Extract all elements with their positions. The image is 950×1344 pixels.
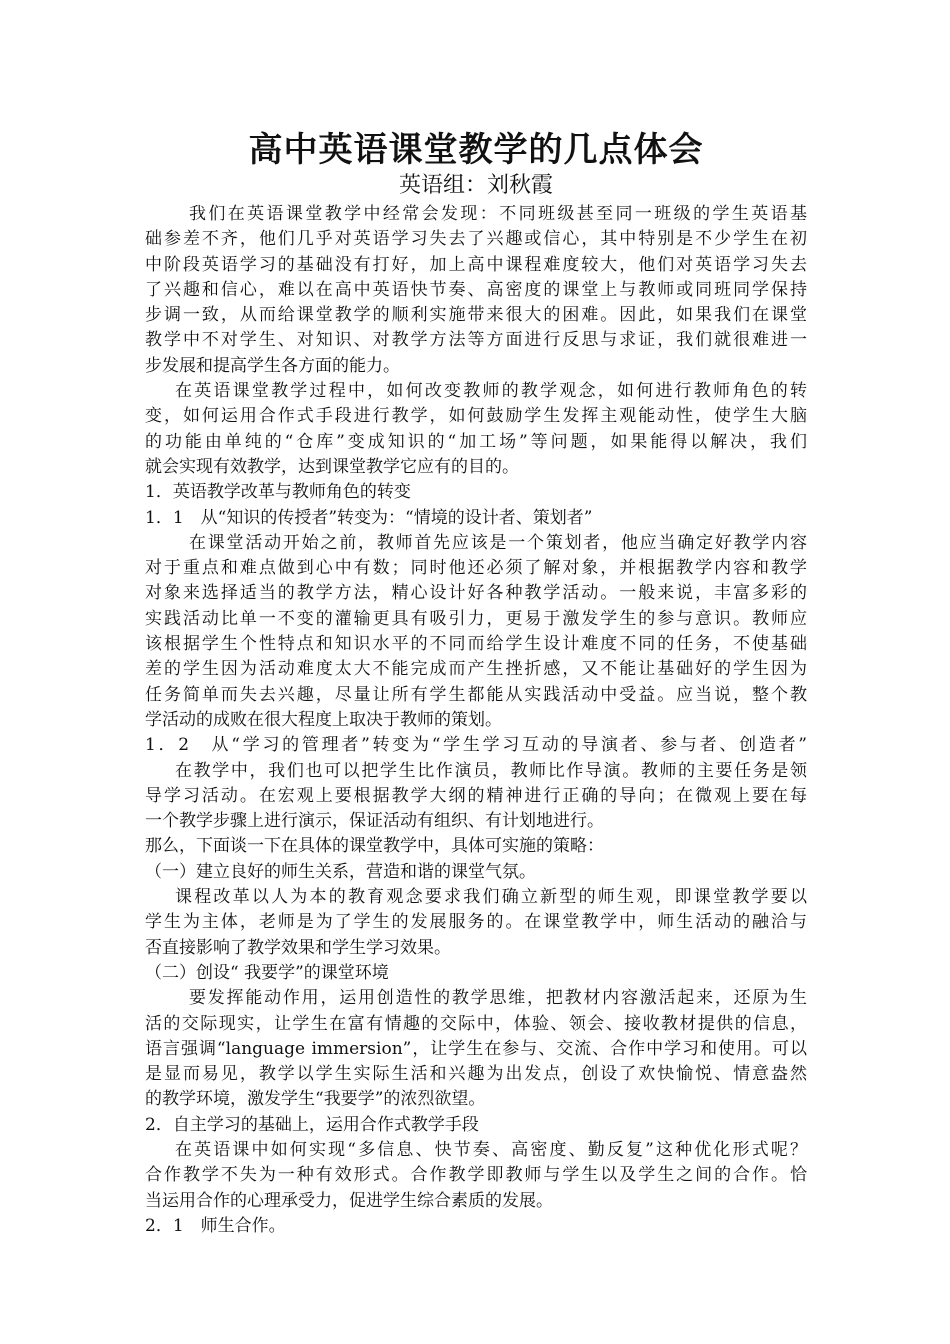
- text-line: 步调一致，从而给课堂教学的顺利实施带来很大的困难。因此，如果我们在课堂: [145, 305, 807, 326]
- text-line: 变，如何运用合作式手段进行教学，如何鼓励学生发挥主观能动性，使学生大脑: [145, 406, 807, 427]
- text-line: 学生为主体，老师是为了学生的发展服务的。在课堂教学中，师生活动的融洽与: [145, 912, 807, 933]
- document-page: [145, 128, 807, 1239]
- text-line: 在英语课中如何实现“多信息、快节奏、高密度、勤反复”这种优化形式呢？: [175, 1139, 807, 1160]
- document-title: 高中英语课堂教学的几点体会: [248, 130, 704, 170]
- author-line: 英语组：刘秋霞: [398, 173, 553, 198]
- text-line: 的教学环境，激发学生“我要学”的浓烈欲望。: [145, 1089, 486, 1110]
- text-line: 在课堂活动开始之前，教师首先应该是一个策划者，他应当确定好教学内容: [189, 532, 807, 553]
- text-line: 步发展和提高学生各方面的能力。: [145, 355, 400, 376]
- text-line: 导学习活动。在宏观上要根据教学大纲的精神进行正确的导向；在微观上要在每: [145, 785, 807, 806]
- text-line: 1．1 从“知识的传授者”转变为：“情境的设计者、策划者”: [145, 507, 593, 528]
- text-line: 教学中不对学生、对知识、对教学方法等方面进行反思与求证，我们就很难进一: [145, 330, 807, 351]
- text-line: 是显而易见，教学以学生实际生活和兴趣为出发点，创设了欢快愉悦、情意盎然: [145, 1064, 807, 1085]
- text-line: 学活动的成败在很大程度上取决于教师的策划。: [145, 709, 502, 730]
- text-line: （一）建立良好的师生关系，营造和谐的课堂气氛。: [145, 861, 536, 882]
- text-line: 对象来选择适当的教学方法，精心设计好各种教学活动。一般来说，丰富多彩的: [145, 583, 807, 604]
- text-line: 语言强调“language immersion”，让学生在参与、交流、合作中学习和使用。可以: [145, 1038, 807, 1059]
- text-line: 中阶段英语学习的基础没有打好，加上高中课程难度较大，他们对英语学习失去: [145, 254, 807, 275]
- text-line: 1．2 从“学习的管理者”转变为“学生学习互动的导演者、参与者、创造者”: [145, 735, 807, 756]
- text-line: 了兴趣和信心，难以在高中英语快节奏、高密度的课堂上与教师或同班同学保持: [145, 279, 807, 300]
- text-line: 在教学中，我们也可以把学生比作演员，教师比作导演。教师的主要任务是领: [175, 760, 807, 781]
- text-line: 的功能由单纯的“仓库”变成知识的“加工场”等问题，如果能得以解决，我们: [145, 431, 807, 452]
- text-line: 该根据学生个性特点和知识水平的不同而给学生设计难度不同的任务，不使基础: [145, 634, 807, 655]
- text-line: 一个教学步骤上进行演示，保证活动有组织、有计划地进行。: [145, 811, 604, 832]
- text-line: （二）创设“ 我要学”的课堂环境: [145, 962, 389, 983]
- text-line: 我们在英语课堂教学中经常会发现：不同班级甚至同一班级的学生英语基: [189, 204, 807, 224]
- text-line: 课程改革以人为本的教育观念要求我们确立新型的师生观，即课堂教学要以: [175, 887, 807, 908]
- text-line: 对于重点和难点做到心中有数；同时他还必须了解对象，并根据教学内容和教学: [145, 558, 807, 579]
- text-line: 实践活动比单一不变的灌输更具有吸引力，更易于激发学生的参与意识。教师应: [145, 608, 807, 629]
- document-body: [145, 202, 807, 1239]
- text-line: 就会实现有效教学，达到课堂教学它应有的目的。: [145, 456, 519, 477]
- text-line: 任务简单而失去兴趣，尽量让所有学生都能从实践活动中受益。应当说，整个教: [145, 684, 807, 705]
- text-line: 础参差不齐，他们几乎对英语学习失去了兴趣或信心，其中特别是不少学生在初: [145, 229, 807, 250]
- text-line: 要发挥能动作用，运用创造性的教学思维，把教材内容激活起来，还原为生: [189, 988, 807, 1009]
- text-line: 合作教学不失为一种有效形式。合作教学即教师与学生以及学生之间的合作。恰: [145, 1165, 807, 1186]
- text-line: 那么，下面谈一下在具体的课堂教学中，具体可实施的策略：: [145, 836, 604, 857]
- text-line: 差的学生因为活动难度太大不能完成而产生挫折感，又不能让基础好的学生因为: [145, 659, 807, 680]
- text-line: 活的交际现实，让学生在富有情趣的交际中，体验、领会、接收教材提供的信息，: [145, 1013, 807, 1034]
- text-line: 否直接影响了教学效果和学生学习效果。: [145, 937, 451, 958]
- text-line: 1．英语教学改革与教师角色的转变: [145, 482, 411, 503]
- text-line: 在英语课堂教学过程中，如何改变教师的教学观念，如何进行教师角色的转: [175, 381, 807, 402]
- text-line: 2．1 师生合作。: [145, 1215, 286, 1236]
- text-line: 当运用合作的心理承受力，促进学生综合素质的发展。: [145, 1190, 553, 1211]
- text-line: 2．自主学习的基础上，运用合作式教学手段: [145, 1114, 479, 1135]
